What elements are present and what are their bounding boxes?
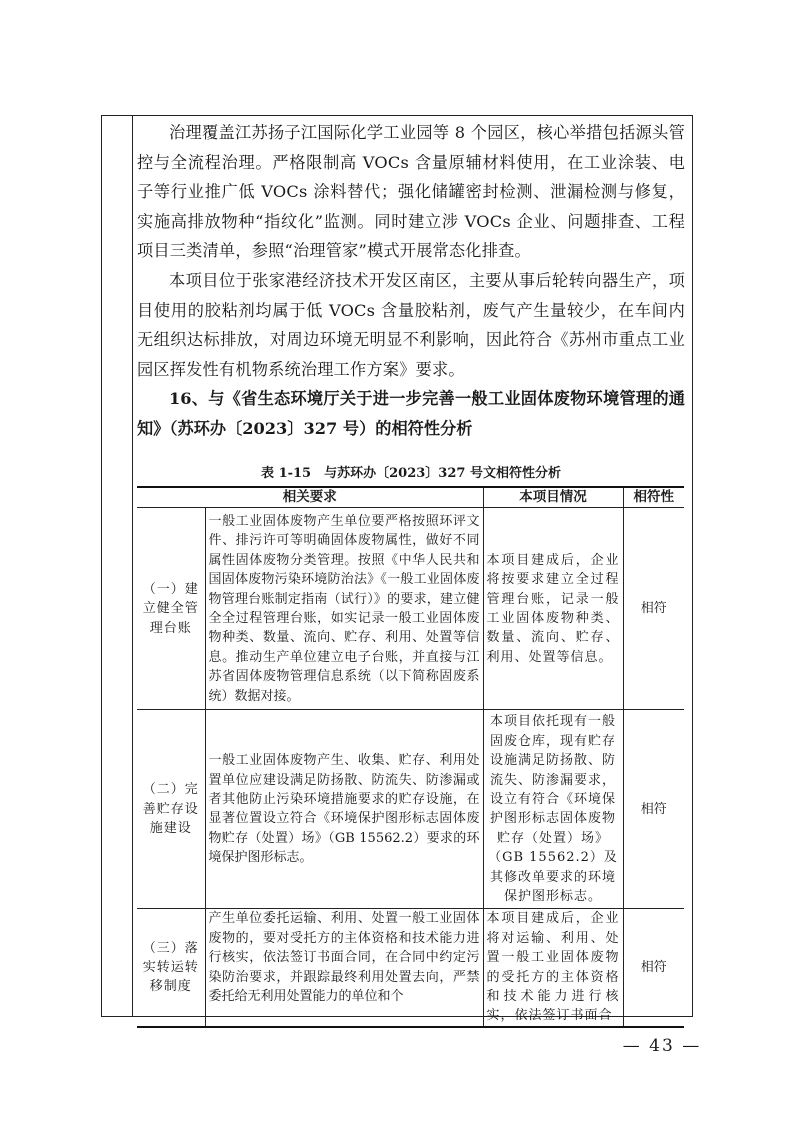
row-project: 本项目建成后，企业将对运输、利用、处置一般工业固体废物的受托方的主体资格和技术能力进行核实，依法签订书面合 — [483, 909, 623, 1027]
section-heading: 16、与《省生态环境厅关于进一步完善一般工业固体废物环境管理的通知》（苏环办〔2023〕327 号）的相符性分析 — [137, 389, 685, 439]
row-requirement: 产生单位委托运输、利用、处置一般工业固体废物的，要对受托方的主体资格和技术能力进行核实，依法签订书面合同，在合同中约定污染防治要求，并跟踪最终利用处置去向，严禁委托给无利用处置能力的单位和个 — [205, 909, 483, 1027]
table-row — [137, 909, 684, 1027]
row-project: 本项目依托现有一般固废仓库，现有贮存设施满足防扬散、防流失、防渗漏要求，设立有符合《环境保护图形标志固体废物贮存（处置）场》（GB 15562.2）及其修改单要求的环境保护图形标志。 — [483, 710, 623, 909]
header-compliance: 相符性 — [623, 487, 684, 508]
row-requirement: 一般工业固体废物产生单位要严格按照环评文件、排污许可等明确固体废物属性，做好不同属性固体废物分类管理。按照《中华人民共和国固体废物污染环境防治法》《一般工业固体废物管理台账制定指南（试行）》的要求，建立健全全过程管理台账，如实记录一般工业固体废物种类、数量、流向、贮存、利用、处置等信息。推动生产单位建立电子台账，并直接与江苏省固体废物管理信息系统（以下简称固废系统）数据对接。 — [205, 508, 483, 710]
header-requirement: 相关要求 — [137, 487, 483, 508]
frame-divider — [132, 116, 133, 1016]
row-category: （二）完善贮存设施建设 — [137, 710, 205, 909]
header-project: 本项目情况 — [483, 487, 623, 508]
body-text — [137, 118, 685, 444]
row-requirement: 一般工业固体废物产生、收集、贮存、利用处置单位应建设满足防扬散、防流失、防渗漏或者其他防止污染环境措施要求的贮存设施，在显著位置设立符合《环境保护图形标志固体废物贮存（处置）场》（GB 15562.2）要求的环境保护图形标志。 — [205, 710, 483, 909]
table-row — [137, 508, 684, 710]
compliance-table — [137, 486, 684, 1028]
table-header-row — [137, 487, 684, 508]
paragraph-project-location: 本项目位于张家港经济技术开发区南区，主要从事后轮转向器生产，项目使用的胶粘剂均属于低 VOCs 含量胶粘剂，废气产生量较少，在车间内无组织达标排放，对周边环境无明显不利影响，因此符合《苏州市重点工业园区挥发性有机物系统治理工作方案》要求。 — [137, 270, 685, 379]
row-compliance: 相符 — [623, 508, 684, 710]
table-row — [137, 710, 684, 909]
paragraph-vocs-governance: 治理覆盖江苏扬子江国际化学工业园等 8 个园区，核心举措包括源头管控与全流程治理。严格限制高 VOCs 含量原辅材料使用，在工业涂装、电子等行业推广低 VOCs 涂料替代；强化储罐密封检测、泄漏检测与修复，实施高排放物种“指纹化”监测。同时建立涉 VOCs 企业、问题排查、工程项目三类清单，参照“治理管家”模式开展常态化排查。 — [137, 123, 685, 261]
row-project: 本项目建成后，企业将按要求建立全过程管理台账，记录一般工业固体废物种类、数量、流向、贮存、利用、处置等信息。 — [483, 508, 623, 710]
row-category: （三）落实转运转移制度 — [137, 909, 205, 1027]
row-compliance: 相符 — [623, 710, 684, 909]
table-title: 表 1-15 与苏环办〔2023〕327 号文相符性分析 — [261, 466, 561, 481]
row-category: （一）建立健全管理台账 — [137, 508, 205, 710]
row-compliance: 相符 — [623, 909, 684, 1027]
page-number: — 43 — — [622, 1036, 702, 1056]
